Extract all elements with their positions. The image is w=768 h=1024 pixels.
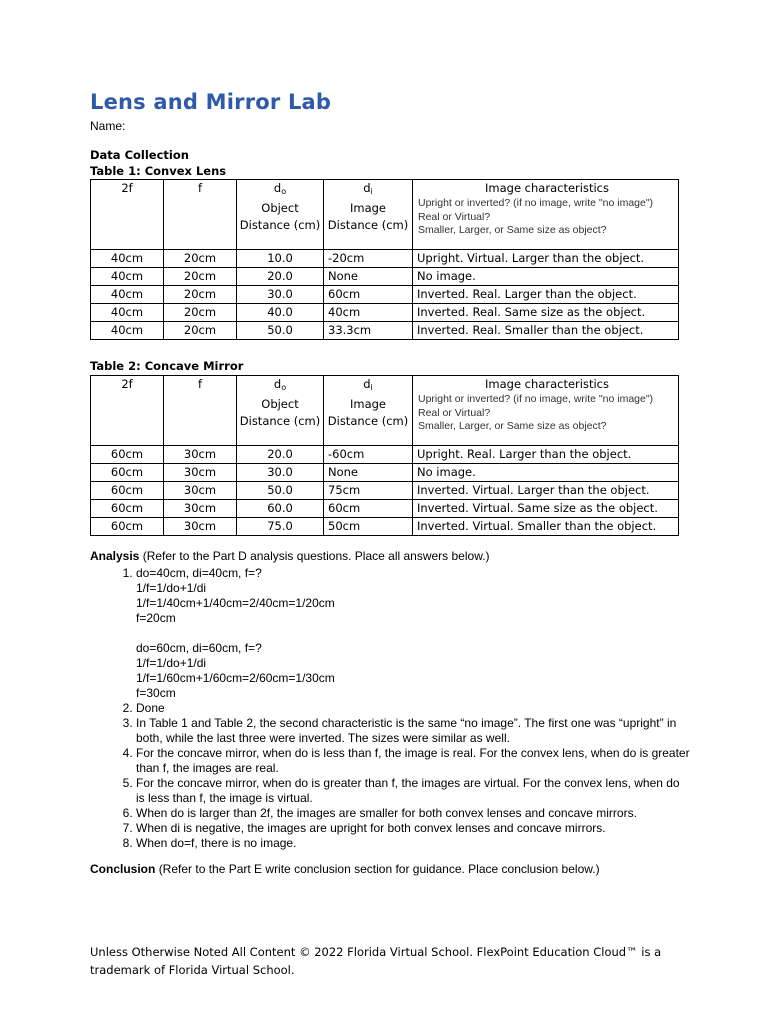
cell-object-distance: 10.0 xyxy=(237,250,324,268)
cell-2f: 40cm xyxy=(91,322,164,340)
header-di: $d_i$ Image Distance (cm) xyxy=(324,180,413,250)
cell-image-characteristics: No image. xyxy=(413,464,679,482)
analysis-section xyxy=(90,549,690,851)
table-row xyxy=(91,518,679,536)
header-do: $d_o$ Object Distance (cm) xyxy=(237,180,324,250)
table-row xyxy=(91,304,679,322)
cell-2f: 40cm xyxy=(91,268,164,286)
cell-object-distance: 20.0 xyxy=(237,446,324,464)
cell-object-distance: 50.0 xyxy=(237,482,324,500)
cell-image-distance: None xyxy=(324,268,413,286)
cell-f: 20cm xyxy=(164,304,237,322)
cell-2f: 40cm xyxy=(91,286,164,304)
cell-image-characteristics: Inverted. Real. Larger than the object. xyxy=(413,286,679,304)
cell-f: 20cm xyxy=(164,286,237,304)
cell-f: 30cm xyxy=(164,482,237,500)
table-row xyxy=(91,268,679,286)
copyright-footer: Unless Otherwise Noted All Content © 2022 Florida Virtual School. FlexPoint Education Cloud™ is a trademark of Florida Virtual School. xyxy=(90,945,662,977)
conclusion-label: Conclusion xyxy=(90,862,156,876)
cell-image-characteristics: Inverted. Real. Smaller than the object. xyxy=(413,322,679,340)
analysis-item-7: 7. When di is negative, the images are upright for both convex lenses and concave mirrors. xyxy=(136,821,690,836)
name-label: Name: xyxy=(90,119,126,133)
cell-image-characteristics: Upright. Real. Larger than the object. xyxy=(413,446,679,464)
cell-2f: 60cm xyxy=(91,500,164,518)
table-row xyxy=(91,446,679,464)
table-row xyxy=(91,482,679,500)
analysis-item-4: 4. For the concave mirror, when do is less than f, the image is real. For the convex lens, when do is greater than f, the images are real. xyxy=(136,746,690,776)
data-collection-heading: Data Collection xyxy=(90,148,189,162)
cell-image-characteristics: Inverted. Virtual. Same size as the object. xyxy=(413,500,679,518)
header-2f: 2f xyxy=(91,180,164,250)
cell-image-characteristics: Inverted. Virtual. Larger than the object. xyxy=(413,482,679,500)
table-row xyxy=(91,322,679,340)
header-image-characteristics: Image characteristics Upright or inverted? (if no image, write "no image") Real or Virtual? Smaller, Larger, or Same size as object? xyxy=(413,180,679,250)
cell-image-distance: -60cm xyxy=(324,446,413,464)
header-2f: 2f xyxy=(91,376,164,446)
analysis-label: Analysis xyxy=(90,549,140,563)
analysis-item-8: 8. When do=f, there is no image. xyxy=(136,836,690,851)
table2-title: Table 2: Concave Mirror xyxy=(90,359,244,373)
table-row xyxy=(91,250,679,268)
cell-image-distance: 75cm xyxy=(324,482,413,500)
header-di-label: Image Distance (cm) xyxy=(327,397,409,428)
cell-f: 20cm xyxy=(164,322,237,340)
analysis-item-6: 6. When do is larger than 2f, the images are smaller for both convex lenses and concave mirrors. xyxy=(136,806,690,821)
conclusion-section xyxy=(90,862,600,876)
cell-2f: 40cm xyxy=(91,250,164,268)
concave-mirror-table xyxy=(90,375,679,536)
cell-f: 20cm xyxy=(164,268,237,286)
analysis-item-1: 1. do=40cm, di=40cm, f=? 1/f=1/do+1/di 1/f=1/40cm+1/40cm=2/40cm=1/20cm f=20cm do=60cm, di=60cm, f=? 1/f=1/do+1/di 1/f=1/60cm+1/60cm=2/60cm=1/30cm f=30cm xyxy=(136,566,690,701)
cell-f: 30cm xyxy=(164,500,237,518)
cell-f: 30cm xyxy=(164,518,237,536)
cell-image-distance: 60cm xyxy=(324,500,413,518)
cell-object-distance: 30.0 xyxy=(237,464,324,482)
table1-title: Table 1: Convex Lens xyxy=(90,164,227,178)
cell-image-distance: None xyxy=(324,464,413,482)
header-do-label: Object Distance (cm) xyxy=(239,201,321,232)
header-image-characteristics: Image characteristics Upright or inverted? (if no image, write "no image") Real or Virtual? Smaller, Larger, or Same size as object? xyxy=(413,376,679,446)
table-row xyxy=(91,464,679,482)
cell-object-distance: 30.0 xyxy=(237,286,324,304)
cell-image-distance: -20cm xyxy=(324,250,413,268)
analysis-item-5: 5. For the concave mirror, when do is greater than f, the images are virtual. For the convex lens, when do is less than f, the image is virtual. xyxy=(136,776,690,806)
cell-f: 30cm xyxy=(164,446,237,464)
page-title: Lens and Mirror Lab xyxy=(90,90,332,114)
header-do-label: Object Distance (cm) xyxy=(239,397,321,428)
cell-2f: 60cm xyxy=(91,482,164,500)
cell-2f: 40cm xyxy=(91,304,164,322)
header-f: f xyxy=(164,376,237,446)
conclusion-text: (Refer to the Part E write conclusion section for guidance. Place conclusion below.) xyxy=(158,862,600,876)
table-row xyxy=(91,286,679,304)
analysis-intro: (Refer to the Part D analysis questions. Place all answers below.) xyxy=(142,549,490,563)
cell-image-characteristics: Inverted. Real. Same size as the object. xyxy=(413,304,679,322)
cell-object-distance: 50.0 xyxy=(237,322,324,340)
cell-image-characteristics: Upright. Virtual. Larger than the object. xyxy=(413,250,679,268)
cell-f: 20cm xyxy=(164,250,237,268)
analysis-item-2: 2. Done xyxy=(136,701,690,716)
cell-image-characteristics: No image. xyxy=(413,268,679,286)
cell-image-distance: 33.3cm xyxy=(324,322,413,340)
header-f: f xyxy=(164,180,237,250)
cell-object-distance: 75.0 xyxy=(237,518,324,536)
convex-lens-table xyxy=(90,179,679,340)
cell-object-distance: 60.0 xyxy=(237,500,324,518)
cell-2f: 60cm xyxy=(91,518,164,536)
analysis-item-3: 3. In Table 1 and Table 2, the second characteristic is the same “no image”. The first one was “upright” in both, while the last three were inverted. The sizes were similar as well. xyxy=(136,716,690,746)
cell-object-distance: 20.0 xyxy=(237,268,324,286)
cell-image-distance: 60cm xyxy=(324,286,413,304)
cell-image-distance: 40cm xyxy=(324,304,413,322)
cell-2f: 60cm xyxy=(91,464,164,482)
cell-f: 30cm xyxy=(164,464,237,482)
cell-object-distance: 40.0 xyxy=(237,304,324,322)
cell-2f: 60cm xyxy=(91,446,164,464)
cell-image-characteristics: Inverted. Virtual. Smaller than the object. xyxy=(413,518,679,536)
analysis-list xyxy=(90,566,690,851)
table-row xyxy=(91,500,679,518)
header-di-label: Image Distance (cm) xyxy=(327,201,409,232)
header-do: $d_o$ Object Distance (cm) xyxy=(237,376,324,446)
cell-image-distance: 50cm xyxy=(324,518,413,536)
header-di: $d_i$ Image Distance (cm) xyxy=(324,376,413,446)
